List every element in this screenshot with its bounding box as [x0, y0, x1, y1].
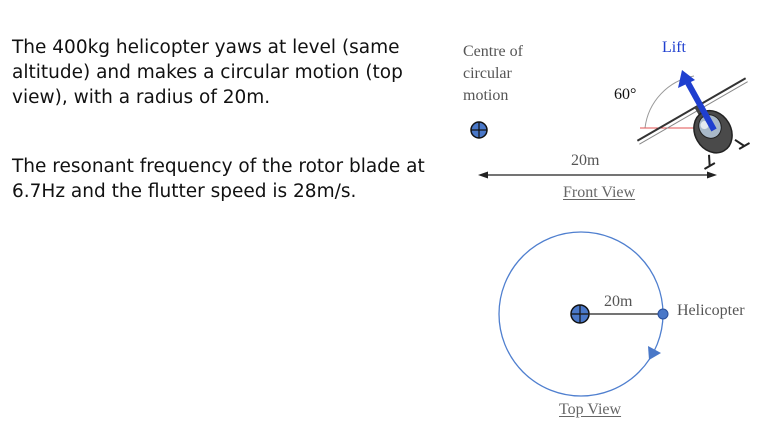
angle-label: 60°	[614, 86, 637, 103]
front-view-title: Front View	[563, 184, 636, 201]
centre-label-line-1: Centre of	[463, 43, 523, 60]
helicopter-front-icon	[637, 78, 774, 191]
distance-arrow-front	[478, 172, 717, 179]
distance-label-front: 20m	[571, 152, 600, 169]
centre-label-line-3: motion	[463, 87, 509, 104]
top-view-title: Top View	[559, 401, 622, 418]
distance-label-top: 20m	[604, 293, 633, 310]
helicopter-dot	[658, 309, 668, 319]
lift-label: Lift	[662, 39, 686, 56]
helicopter-label: Helicopter	[677, 302, 745, 319]
centre-label-line-2: circular	[463, 65, 512, 82]
problem-paragraph-2: The resonant frequency of the rotor blade at 6.7Hz and the flutter speed is 28m/s.	[12, 156, 425, 202]
centre-label	[463, 41, 523, 107]
centre-marker-front	[471, 122, 487, 138]
problem-paragraph-1: The 400kg helicopter yaws at level (same altitude) and makes a circular motion (top view), with a radius of 20m.	[12, 37, 403, 108]
orbit-direction-arrow	[648, 346, 661, 360]
